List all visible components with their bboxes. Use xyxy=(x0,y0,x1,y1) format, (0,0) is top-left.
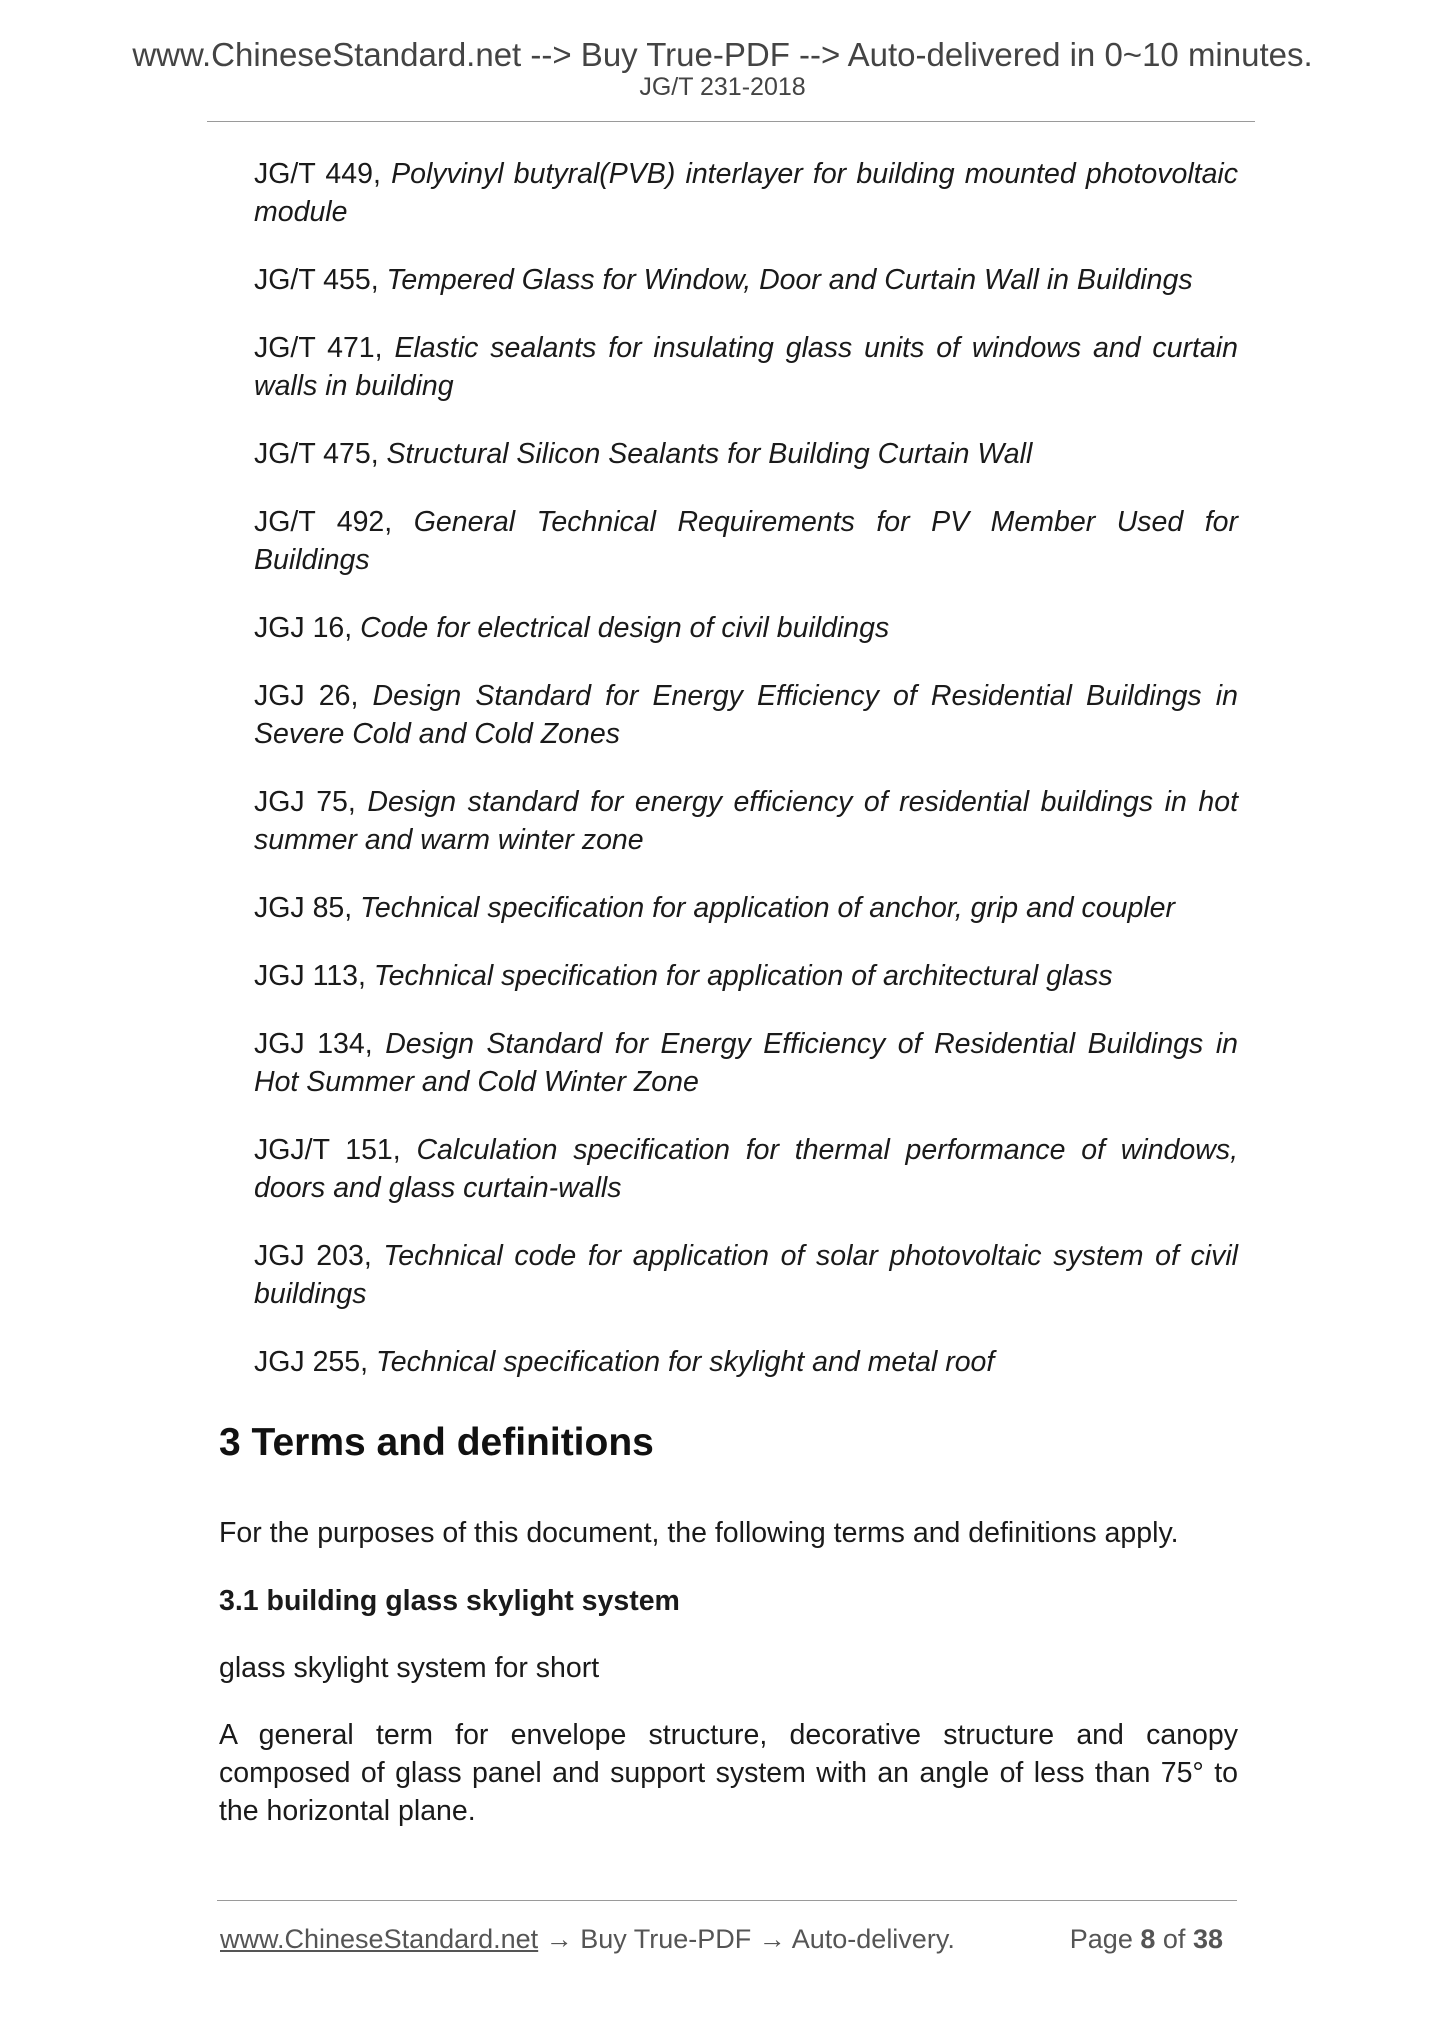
reference-item xyxy=(254,1131,1238,1207)
reference-item xyxy=(254,155,1238,231)
reference-item xyxy=(254,889,1238,927)
document-code: JG/T 231-2018 xyxy=(639,73,806,101)
reference-code: JGJ 203, xyxy=(254,1240,372,1272)
reference-title: Polyvinyl butyral(PVB) interlayer for building mounted photovoltaic module xyxy=(254,158,1239,228)
reference-code: JGJ 26, xyxy=(254,680,359,712)
reference-code: JGJ/T 151, xyxy=(254,1134,401,1166)
reference-title: Technical specification for application of anchor, grip and coupler xyxy=(360,892,1176,924)
top-banner: www.ChineseStandard.net --> Buy True-PDF --> Auto-delivered in 0~10 minutes. xyxy=(132,36,1313,73)
reference-title: Calculation specification for thermal performance of windows, doors and glass curtain-walls xyxy=(254,1134,1239,1204)
term-heading: 3.1 building glass skylight system xyxy=(219,1585,680,1617)
reference-item xyxy=(254,609,1238,647)
reference-item xyxy=(254,677,1238,753)
section-intro-paragraph: For the purposes of this document, the following terms and definitions apply. xyxy=(219,1517,1179,1549)
reference-title: Design Standard for Energy Efficiency of Residential Buildings in Hot Summer and Cold Winter Zone xyxy=(254,1028,1238,1098)
reference-code: JGJ 85, xyxy=(254,892,353,924)
reference-code: JG/T 492, xyxy=(254,506,393,538)
page-of-label: of xyxy=(1162,1924,1186,1954)
term-definition: A general term for envelope structure, decorative structure and canopy composed of glass panel and support system with an angle of less than 75° to the horizontal plane. xyxy=(219,1719,1238,1827)
reference-title: Technical specification for application of architectural glass xyxy=(373,960,1113,992)
reference-title: Technical code for application of solar photovoltaic system of civil buildings xyxy=(254,1240,1238,1310)
reference-item xyxy=(254,783,1238,859)
reference-code: JG/T 449, xyxy=(254,158,381,190)
reference-code: JG/T 475, xyxy=(254,438,379,470)
reference-item xyxy=(254,329,1238,405)
reference-item xyxy=(254,1343,1238,1381)
section-heading: 3 Terms and definitions xyxy=(219,1421,654,1464)
reference-title: Design standard for energy efficiency of residential buildings in hot summer and warm winter zone xyxy=(254,786,1238,856)
reference-code: JGJ 134, xyxy=(254,1028,373,1060)
reference-title: Tempered Glass for Window, Door and Curtain Wall in Buildings xyxy=(386,264,1193,296)
page-label: Page xyxy=(1069,1924,1133,1954)
reference-item xyxy=(254,957,1238,995)
reference-code: JGJ 255, xyxy=(254,1346,369,1378)
reference-code: JGJ 113, xyxy=(254,960,366,992)
reference-title: Technical specification for skylight and metal roof xyxy=(375,1346,995,1378)
footer-promo xyxy=(220,1922,955,1956)
reference-code: JGJ 16, xyxy=(254,612,353,644)
reference-title: Code for electrical design of civil buildings xyxy=(360,612,890,644)
reference-title: Design Standard for Energy Efficiency of Residential Buildings in Severe Cold and Cold Zones xyxy=(254,680,1238,750)
reference-code: JGJ 75, xyxy=(254,786,356,818)
reference-title: General Technical Requirements for PV Member Used for Buildings xyxy=(254,506,1238,576)
reference-item xyxy=(254,503,1238,579)
normative-references-list xyxy=(254,155,1238,1411)
footer-divider xyxy=(217,1900,1237,1901)
header-divider xyxy=(207,121,1255,122)
reference-code: JG/T 471, xyxy=(254,332,383,364)
page-current: 8 xyxy=(1140,1924,1156,1954)
reference-title: Elastic sealants for insulating glass units of windows and curtain walls in building xyxy=(254,332,1238,402)
reference-code: JG/T 455, xyxy=(254,264,379,296)
reference-item xyxy=(254,1025,1238,1101)
page-indicator xyxy=(1070,1922,1223,1956)
footer-site-link[interactable]: www.ChineseStandard.net xyxy=(220,1924,539,1954)
term-short-name: glass skylight system for short xyxy=(219,1652,600,1684)
footer-promo-text: → Buy True-PDF → Auto-delivery. xyxy=(538,1924,955,1954)
page-total: 38 xyxy=(1192,1924,1223,1954)
reference-item xyxy=(254,435,1238,473)
reference-title: Structural Silicon Sealants for Building Curtain Wall xyxy=(386,438,1033,470)
reference-item xyxy=(254,1237,1238,1313)
reference-item xyxy=(254,261,1238,299)
